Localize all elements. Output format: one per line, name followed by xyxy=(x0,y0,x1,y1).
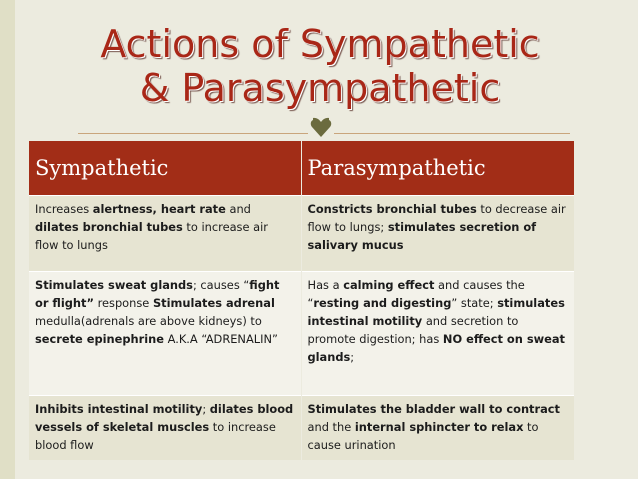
bold-text: stimulates secretion of salivary mucus xyxy=(307,220,537,252)
sympathetic-cell xyxy=(29,196,301,272)
table-row xyxy=(29,396,574,461)
title-line-2: & Parasympathetic xyxy=(139,66,501,110)
header-sympathetic: Sympathetic xyxy=(29,141,301,196)
comparison-table xyxy=(29,141,574,460)
parasympathetic-cell xyxy=(301,196,574,272)
side-strip xyxy=(0,0,15,479)
bold-text: secrete epinephrine xyxy=(35,332,164,346)
slide-title xyxy=(40,22,600,110)
bold-text: internal sphincter to relax xyxy=(354,420,524,434)
bold-text: stimulates intestinal motility xyxy=(307,296,565,328)
cell-text: to decrease air flow to lungs; xyxy=(307,202,566,234)
cell-text: to increase air flow to lungs xyxy=(35,220,268,252)
bold-text: NO effect on sweat glands xyxy=(307,332,565,364)
cell-text: and xyxy=(225,202,251,216)
cell-text: and causes the “ xyxy=(307,278,525,310)
bold-text: Stimulates sweat glands xyxy=(35,278,193,292)
cell-text: Increases xyxy=(35,202,93,216)
bold-text: resting and digesting xyxy=(313,296,452,310)
bold-text: fight or flight” xyxy=(35,278,280,310)
title-divider-right xyxy=(334,133,570,134)
cell-text: to increase blood flow xyxy=(35,420,276,452)
cell-text: Has a xyxy=(307,278,344,292)
table-header-row xyxy=(29,141,574,196)
heart-ornament-icon xyxy=(309,115,333,139)
cell-text: ; xyxy=(350,350,355,364)
sympathetic-cell xyxy=(29,396,301,461)
cell-text: ; causes “ xyxy=(192,278,250,292)
cell-text: to cause urination xyxy=(307,420,539,452)
cell-text: response xyxy=(93,296,153,310)
bold-text: dilates blood vessels of skeletal muscles xyxy=(35,402,294,434)
title-line-1: Actions of Sympathetic xyxy=(100,22,540,66)
bold-text: Stimulates the bladder wall to contract xyxy=(307,402,560,416)
bold-text: Stimulates adrenal xyxy=(152,296,275,310)
title-divider-left xyxy=(78,133,308,134)
parasympathetic-cell xyxy=(301,272,574,396)
table-row xyxy=(29,196,574,272)
cell-text: and the xyxy=(307,420,355,434)
sympathetic-cell xyxy=(29,272,301,396)
cell-text: and secretion to promote digestion; has xyxy=(307,314,519,346)
bold-text: alertness, heart rate xyxy=(92,202,226,216)
bold-text: dilates bronchial tubes xyxy=(35,220,183,234)
cell-text: A.K.A “ADRENALIN” xyxy=(163,332,278,346)
header-parasympathetic: Parasympathetic xyxy=(301,141,574,196)
cell-text: ; xyxy=(202,402,210,416)
cell-text: ” state; xyxy=(451,296,498,310)
bold-text: Constricts bronchial tubes xyxy=(307,202,477,216)
bold-text: calming effect xyxy=(343,278,435,292)
table-row xyxy=(29,272,574,396)
cell-text: medulla(adrenals are above kidneys) to xyxy=(35,314,262,328)
bold-text: Inhibits intestinal motility xyxy=(35,402,203,416)
parasympathetic-cell xyxy=(301,396,574,461)
